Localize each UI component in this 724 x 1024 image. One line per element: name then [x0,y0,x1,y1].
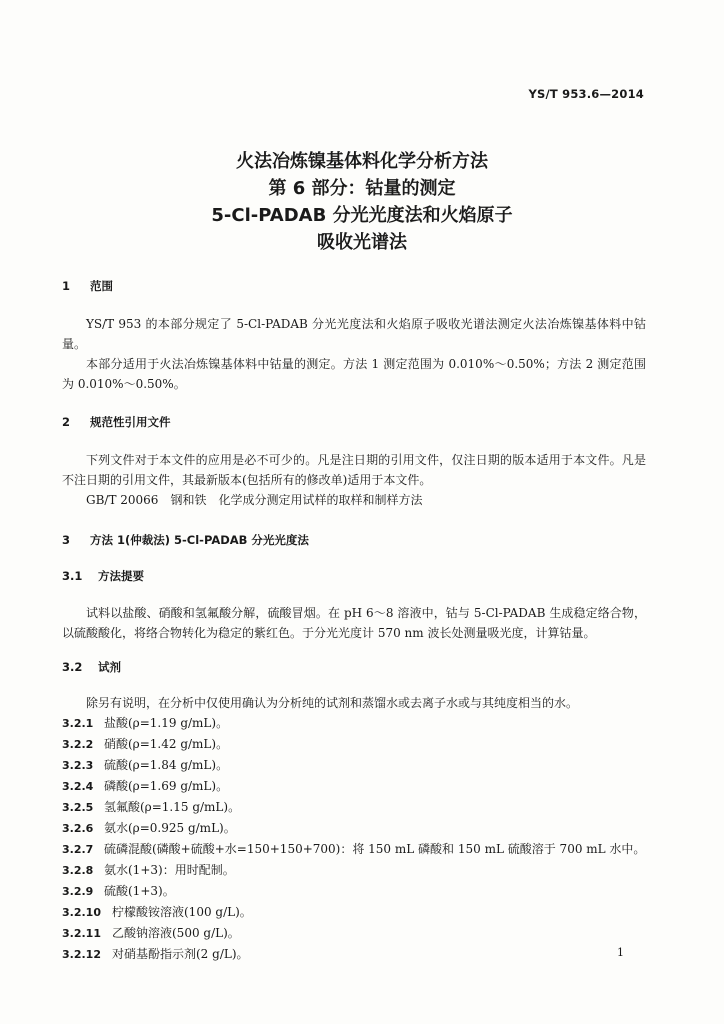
item-number: 3.2.11 [62,927,101,940]
reagent-item [62,944,646,965]
document-body [62,278,646,965]
title-line-4: 吸收光谱法 [317,232,407,253]
item-number: 3.2.6 [62,822,94,835]
section-2-heading [62,414,646,430]
item-number: 3.2.7 [62,843,94,856]
section-3-2-heading [62,659,646,675]
item-number: 3.2.5 [62,801,94,814]
title-line-1: 火法冶炼镍基体料化学分析方法 [236,151,488,172]
item-number: 3.2.12 [62,948,101,961]
title-line-2: 第 6 部分：钴量的测定 [268,178,456,199]
paragraph: 本部分适用于火法冶炼镍基体料中钴量的测定。方法 1 测定范围为 0.010%～0.50%；方法 2 测定范围为 0.010%～0.50%。 [62,357,646,391]
reagent-item [62,776,646,797]
reagent-item [62,713,646,734]
reagent-item [62,902,646,923]
section-title: 方法提要 [98,569,144,583]
reagent-item [62,881,646,902]
section-1-heading [62,278,646,294]
reagent-item [62,839,646,860]
item-text: 硫磷混酸(磷酸+硫酸+水=150+150+700)：将 150 mL 磷酸和 150 mL 硫酸溶于 700 mL 水中。 [104,842,646,856]
paragraph: 除另有说明，在分析中仅使用确认为分析纯的试剂和蒸馏水或去离子水或与其纯度相当的水。 [86,696,579,710]
item-number: 3.2.10 [62,906,101,919]
item-text: 硫酸(ρ=1.84 g/mL)。 [104,758,229,772]
item-number: 3.2.4 [62,780,94,793]
item-number: 3.2.2 [62,738,94,751]
section-title: 范围 [90,279,113,293]
reagent-item [62,734,646,755]
section-3-1-heading [62,568,646,584]
item-text: 乙酸钠溶液(500 g/L)。 [112,926,240,940]
section-number: 1 [62,279,71,293]
paragraph: 下列文件对于本文件的应用是必不可少的。凡是注日期的引用文件，仅注日期的版本适用于本文件。凡是不注日期的引用文件，其最新版本(包括所有的修改单)适用于本文件。 [62,453,646,487]
reagent-item [62,860,646,881]
reagent-item [62,755,646,776]
item-number: 3.2.9 [62,885,94,898]
item-text: 氢氟酸(ρ=1.15 g/mL)。 [104,800,241,814]
page-number: 1 [617,946,624,959]
section-number: 3 [62,533,71,547]
reagent-item [62,923,646,944]
title-line-3: 5-Cl-PADAB 分光光度法和火焰原子 [211,205,513,226]
section-title: 试剂 [98,660,121,674]
section-number: 2 [62,415,71,429]
standard-code: YS/T 953.6—2014 [528,87,644,101]
item-text: 硫酸(1+3)。 [104,884,175,898]
item-text: 对硝基酚指示剂(2 g/L)。 [112,947,249,961]
paragraph: 试料以盐酸、硝酸和氢氟酸分解，硫酸冒烟。在 pH 6～8 溶液中，钴与 5-Cl-PADAB 生成稳定络合物，以硫酸酸化，将络合物转化为稳定的紫红色。于分光光度计 570 nm 波长处测量吸光度，计算钴量。 [62,606,646,640]
section-3-heading [62,532,646,548]
item-text: 硝酸(ρ=1.42 g/mL)。 [104,737,229,751]
item-text: 柠檬酸铵溶液(100 g/L)。 [112,905,252,919]
section-title: 规范性引用文件 [90,415,171,429]
item-text: 氨水(ρ=0.925 g/mL)。 [104,821,236,835]
item-text: 氨水(1+3)：用时配制。 [104,863,235,877]
reagent-item [62,818,646,839]
item-text: 盐酸(ρ=1.19 g/mL)。 [104,716,229,730]
item-number: 3.2.1 [62,717,94,730]
section-number: 3.2 [62,660,83,674]
reagent-item [62,797,646,818]
item-number: 3.2.8 [62,864,94,877]
normative-reference: GB/T 20066 钢和铁 化学成分测定用试样的取样和制样方法 [86,493,423,507]
section-number: 3.1 [62,569,83,583]
document-title [0,148,724,256]
item-number: 3.2.3 [62,759,94,772]
paragraph: YS/T 953 的本部分规定了 5-Cl-PADAB 分光光度法和火焰原子吸收光谱法测定火法冶炼镍基体料中钴量。 [62,317,646,351]
item-text: 磷酸(ρ=1.69 g/mL)。 [104,779,229,793]
section-title: 方法 1(仲裁法) 5-Cl-PADAB 分光光度法 [90,533,309,547]
